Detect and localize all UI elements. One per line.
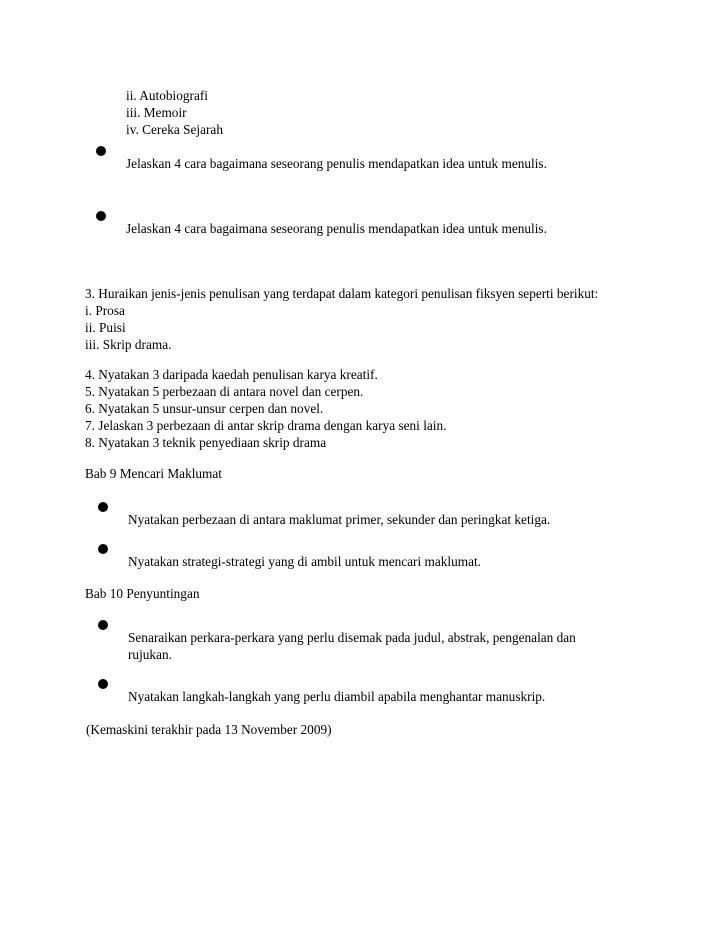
bullet-text: Jelaskan 4 cara bagaimana seseorang penulis mendapatkan idea untuk menulis. xyxy=(126,221,547,236)
bullet-text: Senaraikan perkara-perkara yang perlu disemak pada judul, abstrak, pengenalan dan xyxy=(128,630,576,645)
sub-list-item: iii. Memoir xyxy=(126,105,187,120)
bullet-icon xyxy=(96,146,106,156)
section-title-bab-9: Bab 9 Mencari Maklumat xyxy=(85,466,222,481)
bullet-text: Nyatakan perbezaan di antara maklumat primer, sekunder dan peringkat ketiga. xyxy=(128,512,551,527)
bullet-icon xyxy=(98,544,108,554)
last-updated-note: (Kemaskini terakhir pada 13 November 2009) xyxy=(86,722,332,737)
question-item: 8. Nyatakan 3 teknik penyediaan skrip drama xyxy=(85,435,327,450)
bullet-text: Nyatakan langkah-langkah yang perlu diambil apabila menghantar manuskrip. xyxy=(128,689,546,704)
sub-list-item: iv. Cereka Sejarah xyxy=(126,122,223,137)
bullet-icon xyxy=(98,679,108,689)
bullet-icon xyxy=(98,502,108,512)
question-3-item: ii. Puisi xyxy=(85,320,126,335)
bullet-icon xyxy=(98,620,108,630)
question-item: 4. Nyatakan 3 daripada kaedah penulisan karya kreatif. xyxy=(85,367,378,382)
bullet-icon xyxy=(96,211,106,221)
question-item: 5. Nyatakan 5 perbezaan di antara novel dan cerpen. xyxy=(85,384,364,399)
bullet-text: Nyatakan strategi-strategi yang di ambil untuk mencari maklumat. xyxy=(128,554,481,569)
question-3-heading: 3. Huraikan jenis-jenis penulisan yang terdapat dalam kategori penulisan fiksyen seperti berikut: xyxy=(85,286,599,301)
question-item: 7. Jelaskan 3 perbezaan di antar skrip drama dengan karya seni lain. xyxy=(85,418,447,433)
bullet-text-continuation: rujukan. xyxy=(128,647,172,662)
bullet-text: Jelaskan 4 cara bagaimana seseorang penulis mendapatkan idea untuk menulis. xyxy=(126,156,547,171)
question-3-item: iii. Skrip drama. xyxy=(85,337,172,352)
sub-list-item: ii. Autobiografi xyxy=(126,88,208,103)
section-title-bab-10: Bab 10 Penyuntingan xyxy=(85,586,200,601)
question-3-item: i. Prosa xyxy=(85,303,125,318)
question-item: 6. Nyatakan 5 unsur-unsur cerpen dan novel. xyxy=(85,401,324,416)
